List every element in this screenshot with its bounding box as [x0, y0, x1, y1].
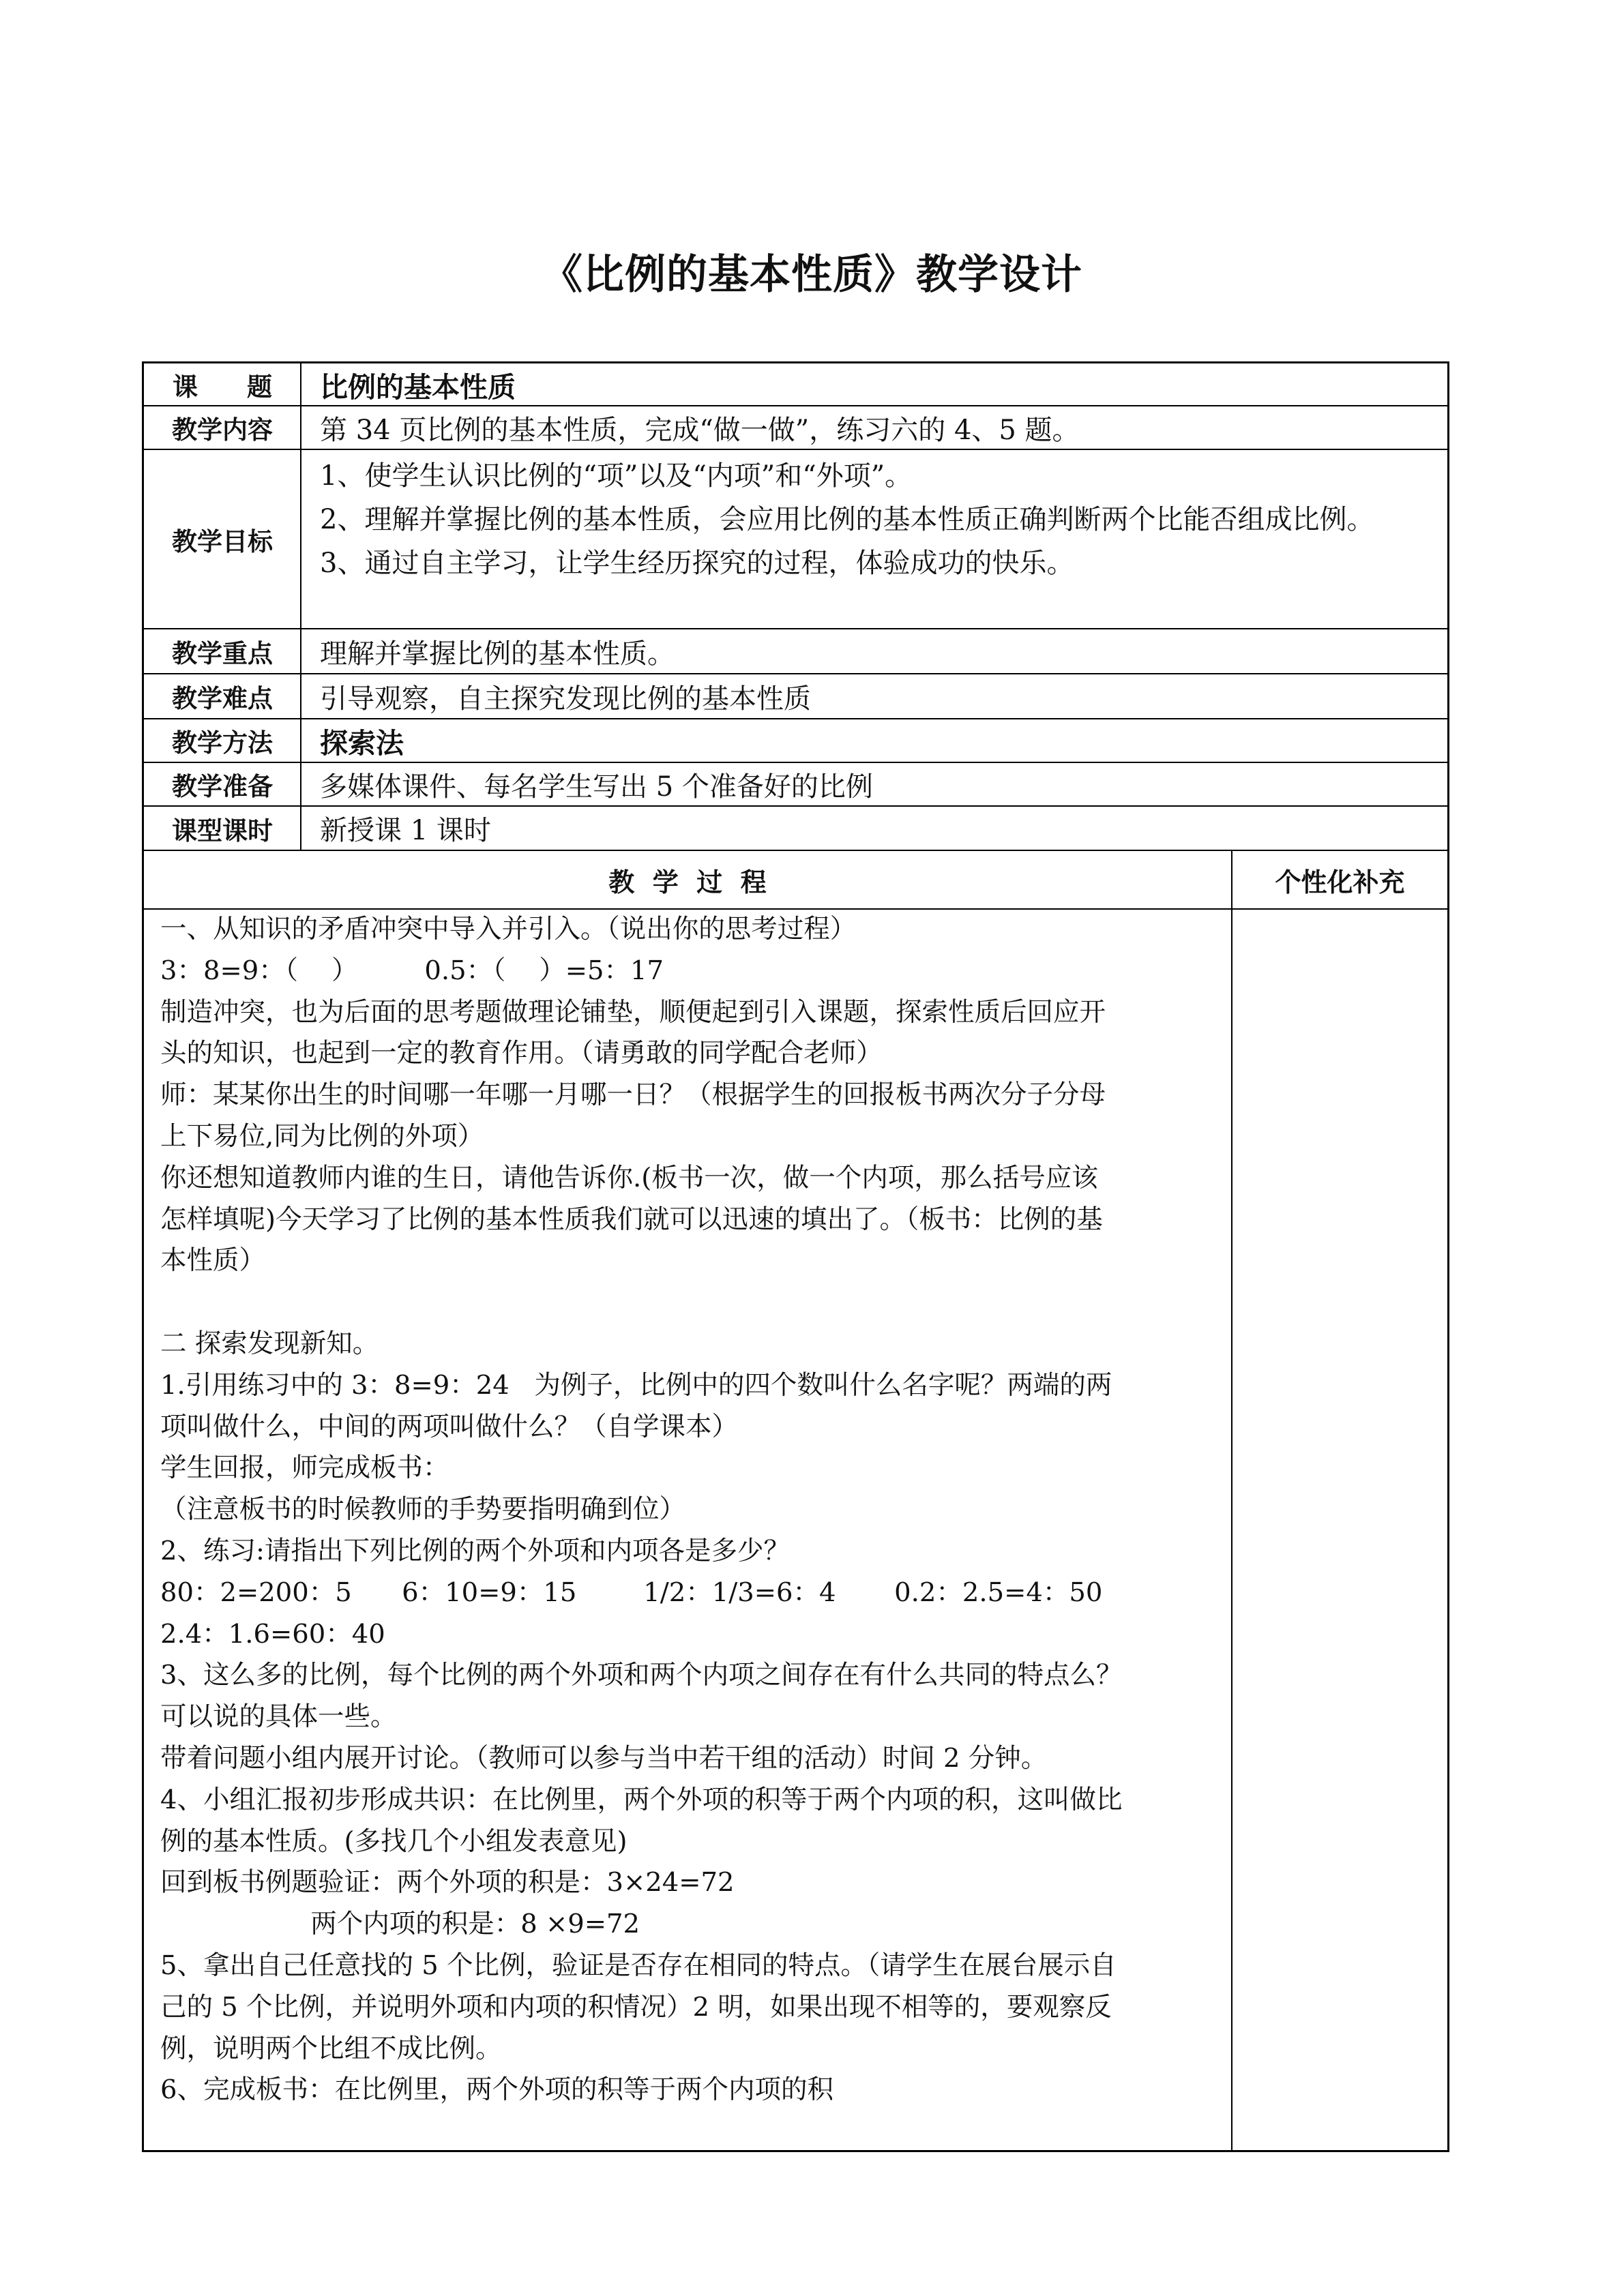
objectives-list — [320, 454, 1438, 585]
process-content — [160, 909, 1231, 2111]
process-line: 学生回报，师完成板书： — [160, 1452, 449, 1484]
process-line: 制造冲突，也为后面的思考题做理论铺垫，顺便起到引入课题，探索性质后回应开 — [160, 996, 1106, 1028]
label-content: 教学内容 — [172, 415, 273, 445]
process-line: 回到板书例题验证：两个外项的积是：3×24=72 — [160, 1867, 735, 1898]
label-difficulties: 教学难点 — [172, 684, 273, 713]
value-topic: 比例的基本性质 — [320, 370, 516, 404]
label-topic — [144, 363, 301, 406]
value-content: 第 34 页比例的基本性质，完成“做一做”，练习六的 4、5 题。 — [320, 414, 1080, 446]
process-line: 本性质） — [160, 1245, 266, 1277]
process-line: 80：2=200：5 6：10=9：15 1/2：1/3=6：4 0.2：2.5=4：50 — [160, 1577, 1103, 1608]
label-method: 教学方法 — [172, 728, 273, 758]
process-line: 上下易位,同为比例的外项） — [160, 1120, 484, 1152]
label-topic-char-1: 课 — [173, 372, 198, 402]
objective-item: 1、使学生认识比例的“项”以及“内项”和“外项”。 — [320, 460, 913, 492]
process-line: 怎样填呢)今天学习了比例的基本性质我们就可以迅速的填出了。（板书：比例的基 — [160, 1204, 1103, 1235]
process-line: 5、拿出自己任意找的 5 个比例，验证是否存在相同的特点。（请学生在展台展示自 — [160, 1950, 1117, 1981]
process-line: 师：某某你出生的时间哪一年哪一月哪一日？（根据学生的回报板书两次分子分母 — [160, 1079, 1106, 1111]
process-line: 头的知识，也起到一定的教育作用。（请勇敢的同学配合老师） — [160, 1038, 883, 1069]
label-topic-char-2: 题 — [247, 372, 272, 402]
process-line: 带着问题小组内展开讨论。（教师可以参与当中若干组的活动）时间 2 分钟。 — [160, 1742, 1048, 1774]
process-line: 6、完成板书：在比例里，两个外项的积等于两个内项的积 — [160, 2074, 833, 2106]
process-header: 教 学 过 程 — [608, 867, 767, 897]
objective-item: 2、理解并掌握比例的基本性质，会应用比例的基本性质正确判断两个比能否组成比例。 — [320, 504, 1374, 535]
process-line: 2.4：1.6=60：40 — [160, 1618, 385, 1650]
process-line: 两个内项的积是：8 ×9=72 — [160, 1909, 640, 1940]
value-difficulties: 引导观察，自主探究发现比例的基本性质 — [320, 683, 811, 715]
process-line: 例的基本性质。(多找几个小组发表意见) — [160, 1825, 628, 1857]
process-line: 项叫做什么，中间的两项叫做什么？（自学课本） — [160, 1411, 739, 1442]
lesson-plan-table — [142, 361, 1449, 2152]
process-line: （注意板书的时候教师的手势要指明确到位） — [160, 1494, 686, 1525]
process-line: 1.引用练习中的 3：8=9：24 为例子，比例中的四个数叫什么名字呢？两端的两 — [160, 1369, 1112, 1401]
process-line: 你还想知道教师内谁的生日，请他告诉你.(板书一次，做一个内项，那么括号应该 — [160, 1162, 1098, 1193]
label-key-points: 教学重点 — [172, 639, 273, 668]
process-line: 3、这么多的比例，每个比例的两个外项和两个内项之间存在有什么共同的特点么？ — [160, 1660, 1123, 1691]
objective-item: 3、通过自主学习，让学生经历探究的过程，体验成功的快乐。 — [320, 548, 1074, 579]
process-line: 二 探索发现新知。 — [160, 1328, 379, 1359]
supplement-column-divider — [1231, 850, 1232, 2150]
process-line: 2、练习:请指出下列比例的两个外项和内项各是多少？ — [160, 1535, 790, 1566]
process-line: 例，说明两个比组不成比例。 — [160, 2033, 502, 2064]
label-lesson-type: 课型课时 — [172, 816, 273, 846]
value-method: 探索法 — [320, 726, 404, 760]
process-line — [160, 1282, 1231, 1324]
supplement-header: 个性化补充 — [1275, 867, 1405, 897]
label-preparation: 教学准备 — [172, 772, 273, 801]
value-preparation: 多媒体课件、每名学生写出 5 个准备好的比例 — [320, 771, 873, 803]
process-line: 可以说的具体一些。 — [160, 1701, 397, 1733]
process-line: 3：8=9：（ ） 0.5：（ ）=5：17 — [160, 955, 664, 986]
process-line: 己的 5 个比例，并说明外项和内项的积情况）2 明，如果出现不相等的，要观察反 — [160, 1991, 1112, 2023]
value-lesson-type: 新授课 1 课时 — [320, 815, 491, 846]
process-line: 一、从知识的矛盾冲突中导入并引入。（说出你的思考过程） — [160, 914, 857, 944]
page-title: 《比例的基本性质》教学设计 — [542, 251, 1082, 299]
label-objectives: 教学目标 — [172, 526, 273, 556]
value-key-points: 理解并掌握比例的基本性质。 — [320, 638, 675, 670]
process-line: 4、小组汇报初步形成共识：在比例里，两个外项的积等于两个内项的积，这叫做比 — [160, 1784, 1123, 1815]
